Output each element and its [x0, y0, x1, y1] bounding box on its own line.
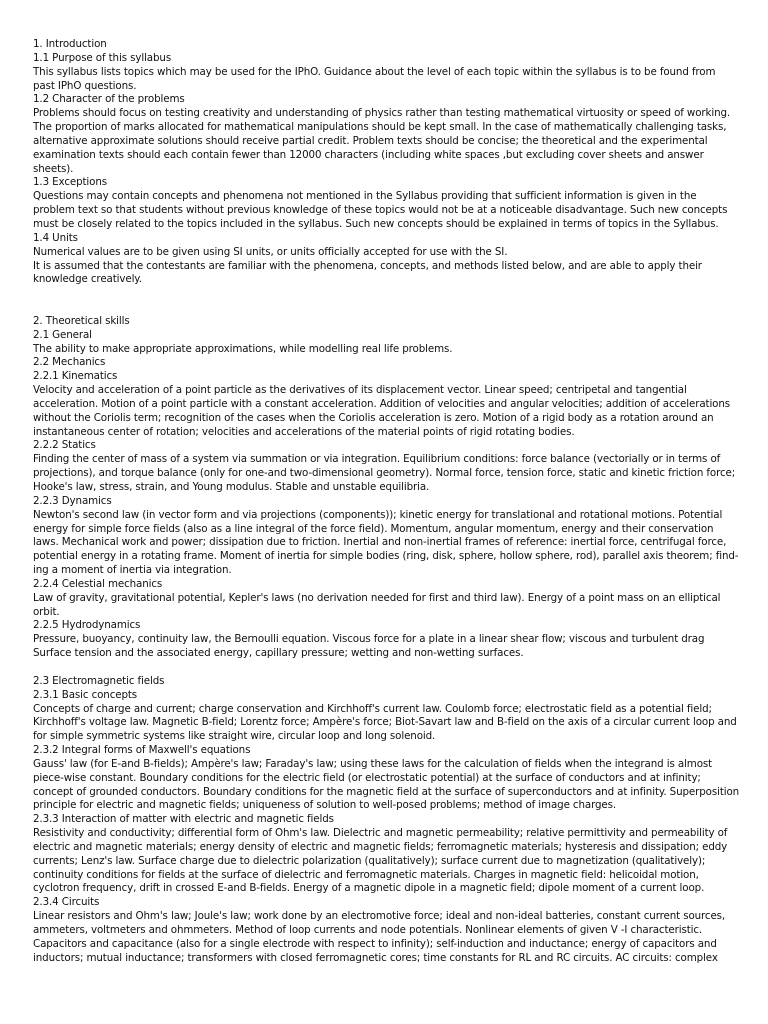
text-line: Resistivity and conductivity; differential form of Ohm's law. Dielectric and magnetic permeability; relative permittivity and permeability of: [33, 827, 728, 840]
section-spacer: [33, 661, 745, 675]
text-line: The ability to make appropriate approximations, while modelling real life problems.: [33, 342, 453, 355]
text-line: laws. Mechanical work and power; dissipation due to friction. Inertial and non-inertial frames of reference: inertial force, centrifugal force,: [33, 536, 727, 549]
section-intro: [33, 38, 745, 287]
text-line: 2.1 General: [33, 328, 92, 341]
text-line: 2.3.4 Circuits: [33, 896, 100, 909]
text-line: Problems should focus on testing creativity and understanding of physics rather than testing mathematical virtuosity or speed of working.: [33, 107, 731, 120]
text-line: examination texts should each contain fewer than 12000 characters (including white spaces ,but excluding cover sheets and answer: [33, 148, 704, 161]
text-line: ing a moment of inertia via integration.: [33, 564, 232, 577]
text-line: Pressure, buoyancy, continuity law, the Bernoulli equation. Viscous force for a plate in a linear shear flow; viscous and turbulent drag: [33, 633, 705, 646]
text-line: It is assumed that the contestants are familiar with the phenomena, concepts, and methods listed below, and are able to apply their: [33, 259, 702, 272]
text-line: problem text so that students without previous knowledge of these topics would not be at a noticeable disadvantage. Such new concepts: [33, 204, 728, 217]
text-line: 2.3.3 Interaction of matter with electric and magnetic fields: [33, 813, 334, 826]
text-line: acceleration. Motion of a point particle with a constant acceleration. Addition of velocities and angular velocities; addition of accelerations: [33, 397, 731, 410]
section-theory: [33, 315, 745, 661]
text-line: sheets).: [33, 162, 74, 175]
text-line: 2.3.1 Basic concepts: [33, 688, 138, 701]
text-line: This syllabus lists topics which may be used for the IPhO. Guidance about the level of each topic within the syllabus is to be found from: [33, 65, 716, 78]
text-line: Concepts of charge and current; charge conservation and Kirchhoff's current law. Coulomb force; electrostatic field as a potential field;: [33, 702, 712, 715]
text-line: 2.2.3 Dynamics: [33, 494, 112, 507]
text-line: Law of gravity, gravitational potential, Kepler's laws (no derivation needed for first and third law). Energy of a point mass on an elliptical: [33, 591, 721, 604]
text-line: energy for simple force fields (also as a line integral of the force field). Momentum, angular momentum, energy and their conservation: [33, 522, 714, 535]
text-line: 1.4 Units: [33, 231, 78, 244]
text-line: 1.2 Character of the problems: [33, 93, 185, 106]
text-line: 2.3.2 Integral forms of Maxwell's equations: [33, 744, 251, 757]
text-line: for simple symmetric systems like straight wire, circular loop and long solenoid.: [33, 730, 436, 743]
text-line: concept of grounded conductors. Boundary conditions for the magnetic field at the surface of superconductors and at infinity. Superposition: [33, 785, 740, 798]
document-page: [33, 38, 745, 966]
text-line: cyclotron frequency, drift in crossed E-and B-fields. Energy of a magnetic dipole in a magnetic field; dipole moment of a current loop.: [33, 882, 705, 895]
text-line: knowledge creatively.: [33, 273, 142, 286]
text-line: must be closely related to the topics included in the syllabus. Such new concepts should be explained in terms of topics in the Syllabus.: [33, 217, 719, 230]
text-line: without the Coriolis term; recognition of the cases when the Coriolis acceleration is zero. Motion of a rigid body as a rotation around an: [33, 411, 714, 424]
text-line: 2.2.5 Hydrodynamics: [33, 619, 141, 632]
text-line: 2.2.4 Celestial mechanics: [33, 577, 163, 590]
text-line: 1.1 Purpose of this syllabus: [33, 51, 172, 64]
text-line: The proportion of marks allocated for mathematical manipulations should be kept small. In the case of mathematically challenging tasks,: [33, 121, 727, 134]
text-line: Numerical values are to be given using SI units, or units officially accepted for use with the SI.: [33, 245, 508, 258]
text-line: piece-wise constant. Boundary conditions for the electric field (or electrostatic potential) at the surface of conductors and at infinity;: [33, 771, 701, 784]
text-line: Finding the center of mass of a system via summation or via integration. Equilibrium conditions: force balance (vectorially or in terms of: [33, 453, 721, 466]
text-line: 1.3 Exceptions: [33, 176, 108, 189]
text-line: potential energy in a rotating frame. Moment of inertia for simple bodies (ring, disk, sphere, hollow sphere, rod), parallel axis theorem; find-: [33, 550, 739, 563]
text-line: Questions may contain concepts and phenomena not mentioned in the Syllabus providing that sufficient information is given in the: [33, 190, 697, 203]
text-line: 1. Introduction: [33, 38, 107, 50]
text-line: Hooke's law, stress, strain, and Young modulus. Stable and unstable equilibria.: [33, 481, 430, 493]
text-line: Capacitors and capacitance (also for a single electrode with respect to infinity); self-induction and inductance; energy of capacitors and: [33, 937, 717, 950]
text-line: 2. Theoretical skills: [33, 314, 130, 327]
text-line: past IPhO questions.: [33, 79, 137, 92]
text-line: continuity conditions for fields at the surface of dielectric and ferromagnetic materials. Charges in magnetic field: helicoidal motion,: [33, 868, 699, 881]
text-line: 2.2.2 Statics: [33, 439, 96, 452]
text-line: 2.2.1 Kinematics: [33, 370, 118, 383]
text-line: principle for electric and magnetic fields; uniqueness of solution to well-posed problems; method of image charges.: [33, 799, 617, 812]
text-line: Velocity and acceleration of a point particle as the derivatives of its displacement vector. Linear speed; centripetal and tangential: [33, 384, 687, 397]
text-line: inductors; mutual inductance; transformers with closed ferromagnetic cores; time constants for RL and RC circuits. AC circuits: complex: [33, 951, 718, 964]
text-line: currents; Lenz's law. Surface charge due to dielectric polarization (qualitatively); surface current due to magnetization (qualitatively);: [33, 854, 706, 867]
text-line: orbit.: [33, 605, 60, 618]
section-spacer: [33, 287, 745, 301]
text-line: Surface tension and the associated energy, capillary pressure; wetting and non-wetting surfaces.: [33, 647, 524, 660]
text-line: alternative approximate solutions should receive partial credit. Problem texts should be concise; the theoretical and the experimental: [33, 134, 708, 147]
text-line: 2.3 Electromagnetic fields: [33, 674, 165, 687]
text-line: electric and magnetic materials; energy density of electric and magnetic fields; ferromagnetic materials; hysteresis and dissipation; eddy: [33, 840, 728, 853]
text-line: instantaneous center of rotation; velocities and accelerations of the material points of rigid rotating bodies.: [33, 425, 575, 438]
text-line: 2.2 Mechanics: [33, 356, 106, 369]
text-line: ammeters, voltmeters and ohmmeters. Method of loop currents and node potentials. Nonlinear elements of given V -I characteristic.: [33, 924, 703, 936]
section-em: [33, 675, 745, 966]
text-line: Kirchhoff's voltage law. Magnetic B-field; Lorentz force; Ampère's force; Biot-Savart law and B-field on the axis of a circular current loop and: [33, 716, 737, 729]
text-line: Linear resistors and Ohm's law; Joule's law; work done by an electromotive force; ideal and non-ideal batteries, constant current sources,: [33, 910, 726, 923]
section-spacer: [33, 301, 745, 315]
text-line: projections), and torque balance (only for one-and two-dimensional geometry). Normal force, tension force, static and kinetic friction force;: [33, 467, 736, 480]
text-line: Newton's second law (in vector form and via projections (components)); kinetic energy for translational and rotational motions. Potential: [33, 508, 723, 521]
text-line: Gauss' law (for E-and B-fields); Ampère's law; Faraday's law; using these laws for the calculation of fields when the integrand is almost: [33, 757, 713, 770]
